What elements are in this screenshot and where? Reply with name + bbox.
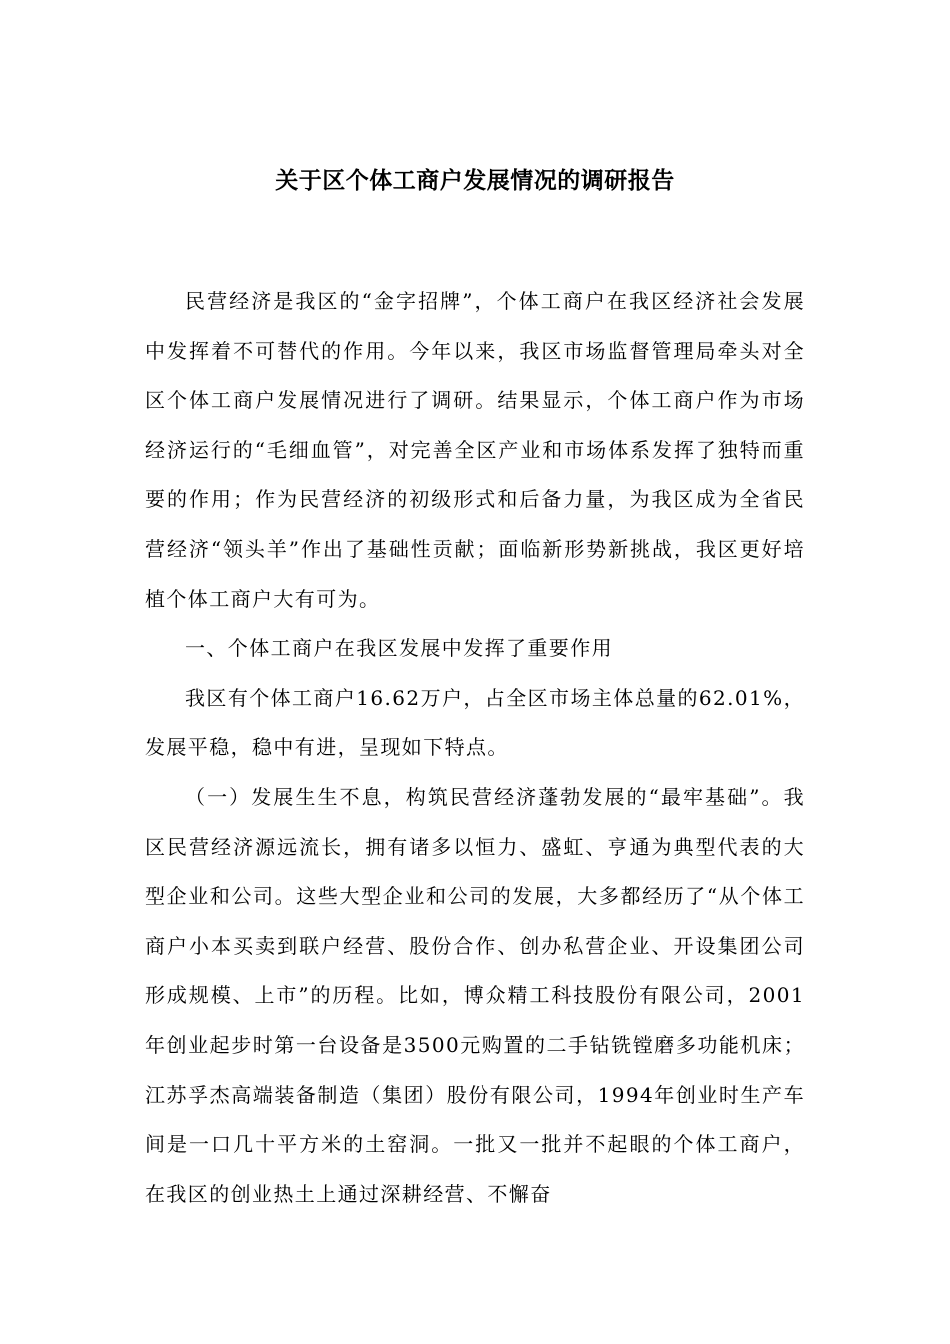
document-body	[145, 277, 805, 1219]
document-title: 关于区个体工商户发展情况的调研报告	[275, 167, 675, 194]
paragraph-subsection-1: （一）发展生生不息，构筑民营经济蓬勃发展的“最牢基础”。我区民营经济源远流长，拥有诸多以恒力、盛虹、亨通为典型代表的大型企业和公司。这些大型企业和公司的发展，大多都经历了“从个体工商户小本买卖到联户经营、股份合作、创办私营企业、开设集团公司形成规模、上市”的历程。比如，博众精工科技股份有限公司，2001年创业起步时第一台设备是3500元购置的二手钻铣镗磨多功能机床；江苏孚杰高端装备制造（集团）股份有限公司，1994年创业时生产车间是一口几十平方米的土窑洞。一批又一批并不起眼的个体工商户，在我区的创业热土上通过深耕经营、不懈奋	[145, 784, 805, 1206]
section-heading-1: 一、个体工商户在我区发展中发挥了重要作用	[185, 636, 613, 661]
paragraph-intro: 民营经济是我区的“金字招牌”，个体工商户在我区经济社会发展中发挥着不可替代的作用。今年以来，我区市场监督管理局牵头对全区个体工商户发展情况进行了调研。结果显示，个体工商户作为市场经济运行的“毛细血管”，对完善全区产业和市场体系发挥了独特而重要的作用；作为民营经济的初级形式和后备力量，为我区成为全省民营经济“领头羊”作出了基础性贡献；面临新形势新挑战，我区更好培植个体工商户大有可为。	[145, 289, 805, 611]
paragraph-stats: 我区有个体工商户16.62万户，占全区市场主体总量的62.01%，发展平稳，稳中有进，呈现如下特点。	[145, 685, 805, 760]
